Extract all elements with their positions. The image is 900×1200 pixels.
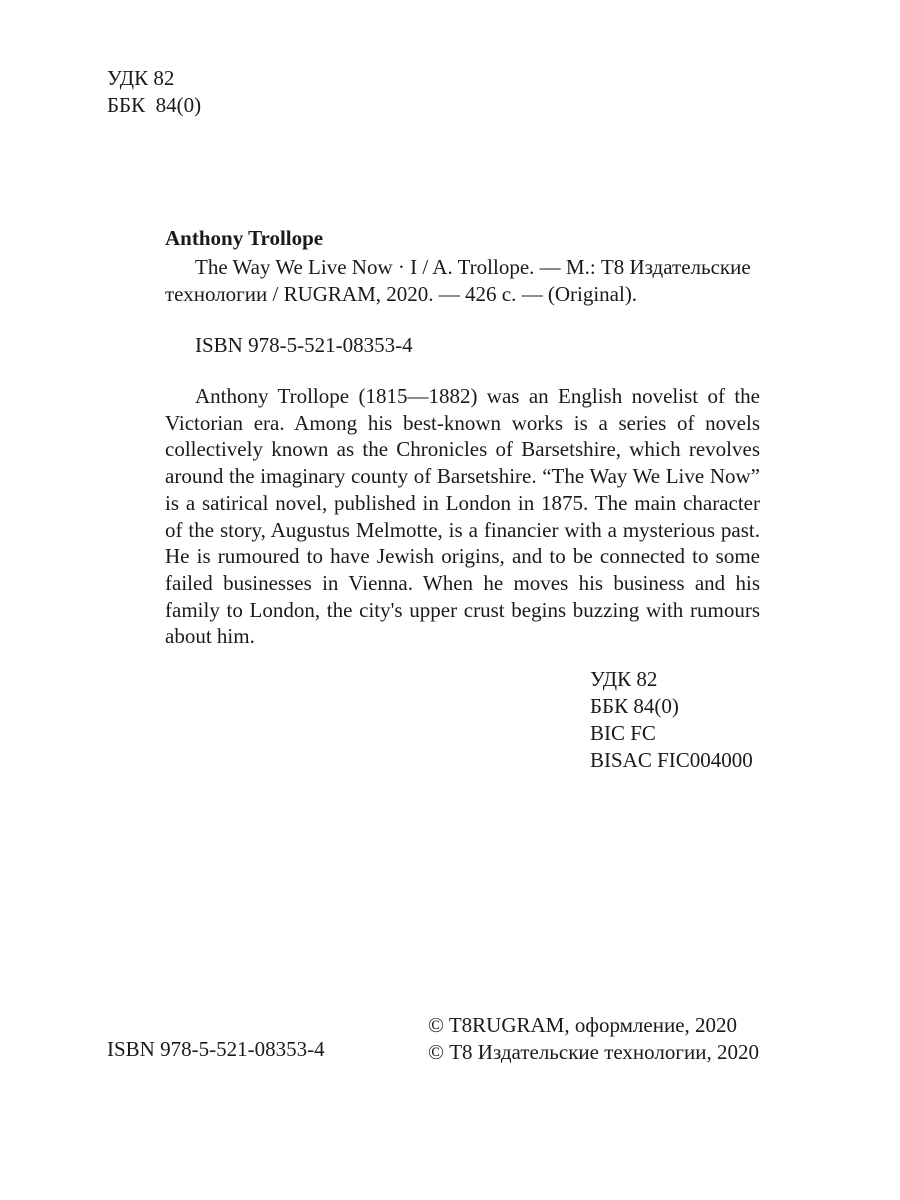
classification-codes — [590, 666, 753, 774]
header-udk-code: УДК 82 — [107, 66, 175, 90]
author-name: Anthony Trollope — [165, 226, 324, 250]
isbn-number: ISBN 978-5-521-08353-4 — [195, 333, 413, 357]
footer-isbn: ISBN 978-5-521-08353-4 — [107, 1037, 325, 1061]
bic-code: BIC FC — [590, 721, 656, 745]
bibliographic-description: The Way We Live Now · I / A. Trollope. — М.: Т8 Издательские технологии / RUGRAM, 2020. — 426 с. — (Original). — [165, 255, 751, 306]
book-abstract: Anthony Trollope (1815—1882) was an English novelist of the Victorian era. Among his best-known works is a series of novels collectively known as the Chronicles of Barsetshire, which revolves around the imaginary county of Barsetshire. “The Way We Live Now” is a satirical novel, published in London in 1875. The main character of the story, Augustus Melmotte, is a financier with a mysterious past. He is rumoured to have Jewish origins, and to be connected to some failed businesses in Vienna. When he moves his business and his family to London, the city's upper crust begins buzzing with rumours about him. — [165, 384, 760, 649]
bbk-code: ББК 84(0) — [590, 694, 679, 718]
udk-code: УДК 82 — [590, 667, 658, 691]
copyright-publisher: © Т8 Издательские технологии, 2020 — [428, 1040, 759, 1064]
header-bbk-code: ББК 84(0) — [107, 93, 202, 117]
bisac-code: BISAC FIC004000 — [590, 748, 753, 772]
copyright-design: © T8RUGRAM, оформление, 2020 — [428, 1013, 738, 1037]
header-classification-codes — [107, 65, 201, 119]
copyright-notices — [428, 1012, 759, 1066]
